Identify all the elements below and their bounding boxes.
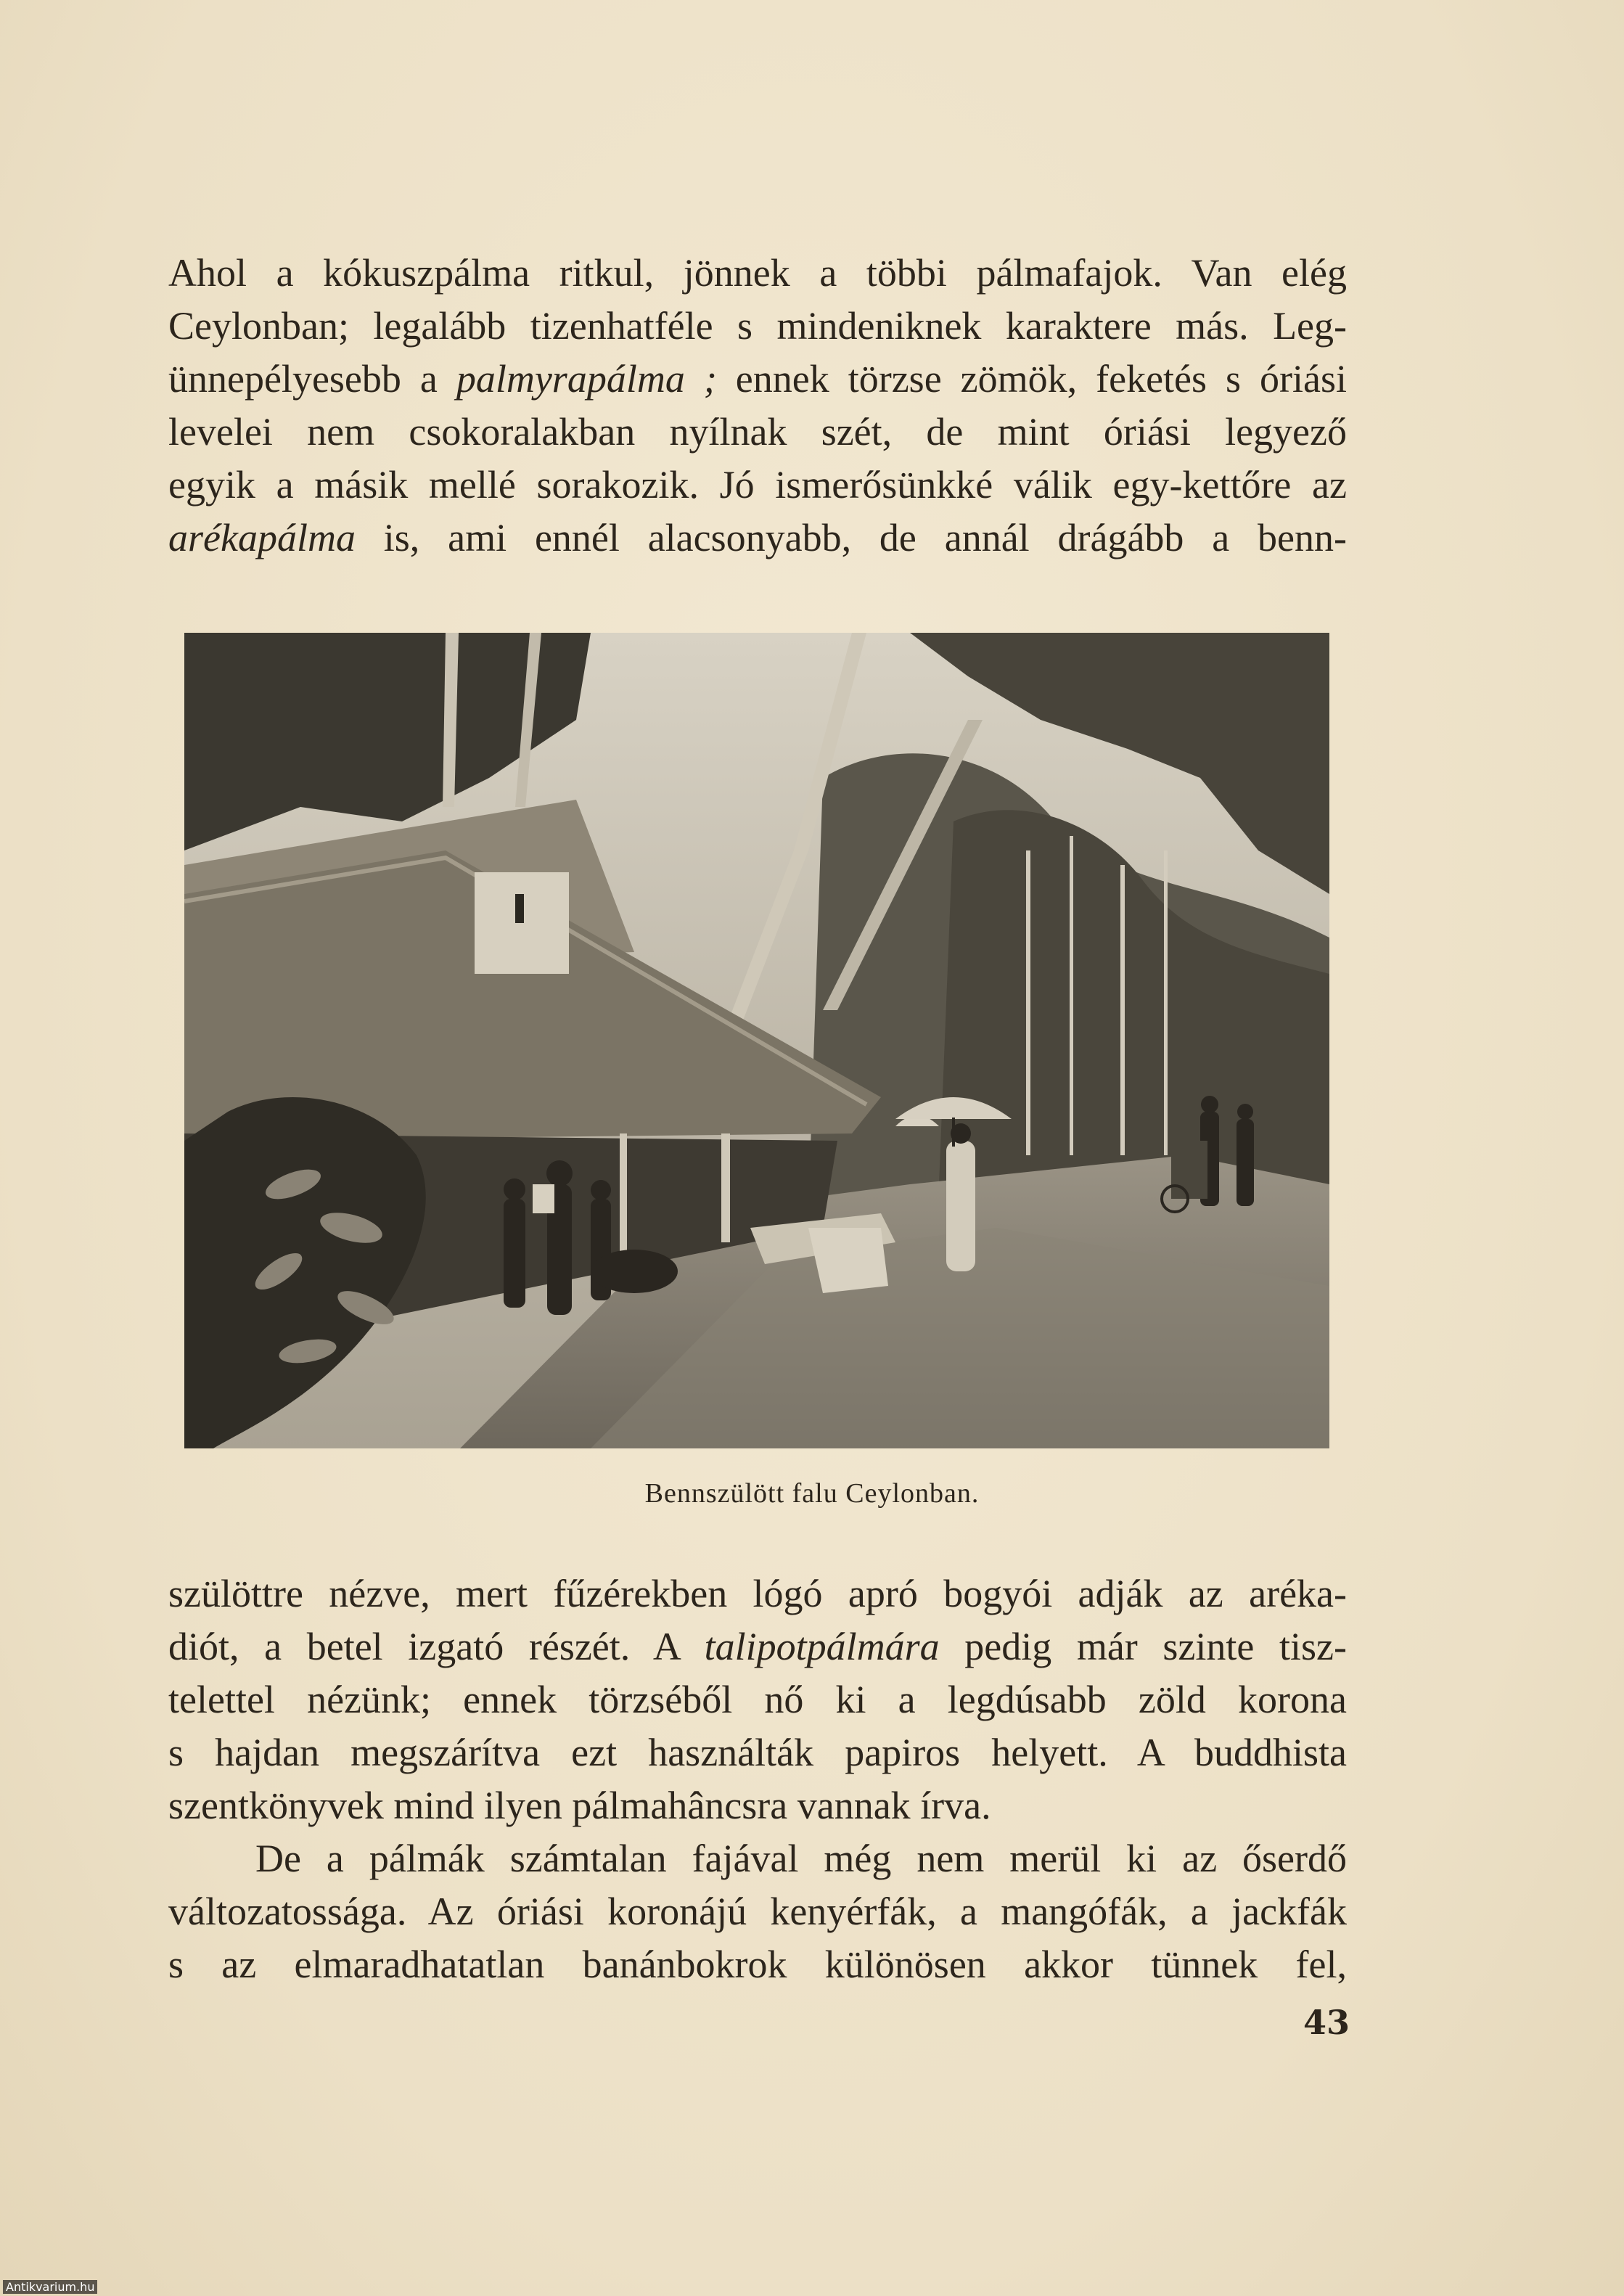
italic-term: talipotpálmára	[704, 1625, 940, 1668]
text-line: s hajdan megszárítva ezt használták papiros helyett. A buddhista	[168, 1731, 1347, 1774]
text-line: szentkönyvek mind ilyen pálmahâncsra vannak írva.	[168, 1784, 991, 1827]
text-line	[168, 1620, 1347, 1673]
page-number: 43	[1303, 2003, 1350, 2042]
text-line: levelei nem csokoralakban nyílnak szét, de mint óriási legyező	[168, 410, 1347, 454]
text-line: De a pálmák számtalan fajával még nem merül ki az őserdő	[255, 1837, 1347, 1880]
text-line: s az elmaradhatatlan banánbokrok különösen akkor tünnek fel,	[168, 1943, 1347, 1986]
text-line: Ceylonban; legalább tizenhatféle s mindeniknek karaktere más. Leg-	[168, 304, 1347, 348]
italic-term: palmyrapálma ;	[456, 357, 717, 401]
text-run: diót, a betel izgató részét. A	[168, 1625, 705, 1668]
text-run: ünnepélyesebb a	[168, 357, 456, 401]
watermark: Antikvarium.hu	[3, 2280, 97, 2294]
text-line	[168, 512, 1347, 565]
text-run: pedig már szinte tisz-	[939, 1625, 1347, 1668]
village-photograph	[184, 633, 1329, 1448]
text-line: telettel nézünk; ennek törzséből nő ki a legdúsabb zöld korona	[168, 1678, 1347, 1721]
text-line: egyik a másik mellé sorakozik. Jó ismerősünkké válik egy-kettőre az	[168, 463, 1347, 507]
italic-term: arékapálma	[168, 516, 356, 559]
paragraph-top	[168, 247, 1347, 565]
text-line: Ahol a kókuszpálma ritkul, jönnek a többi pálmafajok. Van elég	[168, 251, 1347, 295]
text-line: szülöttre nézve, mert fűzérekben lógó apró bogyói adják az aréka-	[168, 1572, 1347, 1615]
text-line	[168, 353, 1347, 406]
text-run: ennek törzse zömök, feketés s óriási	[716, 357, 1348, 401]
photo-caption: Bennszülött falu Ceylonban.	[644, 1478, 980, 1509]
paragraph-bottom	[168, 1567, 1347, 1991]
text-run: is, ami ennél alacsonyabb, de annál drágább a benn-	[355, 516, 1347, 559]
photo-illustration	[184, 633, 1329, 1448]
text-line: változatossága. Az óriási koronájú kenyérfák, a mangófák, a jackfák	[168, 1890, 1347, 1933]
